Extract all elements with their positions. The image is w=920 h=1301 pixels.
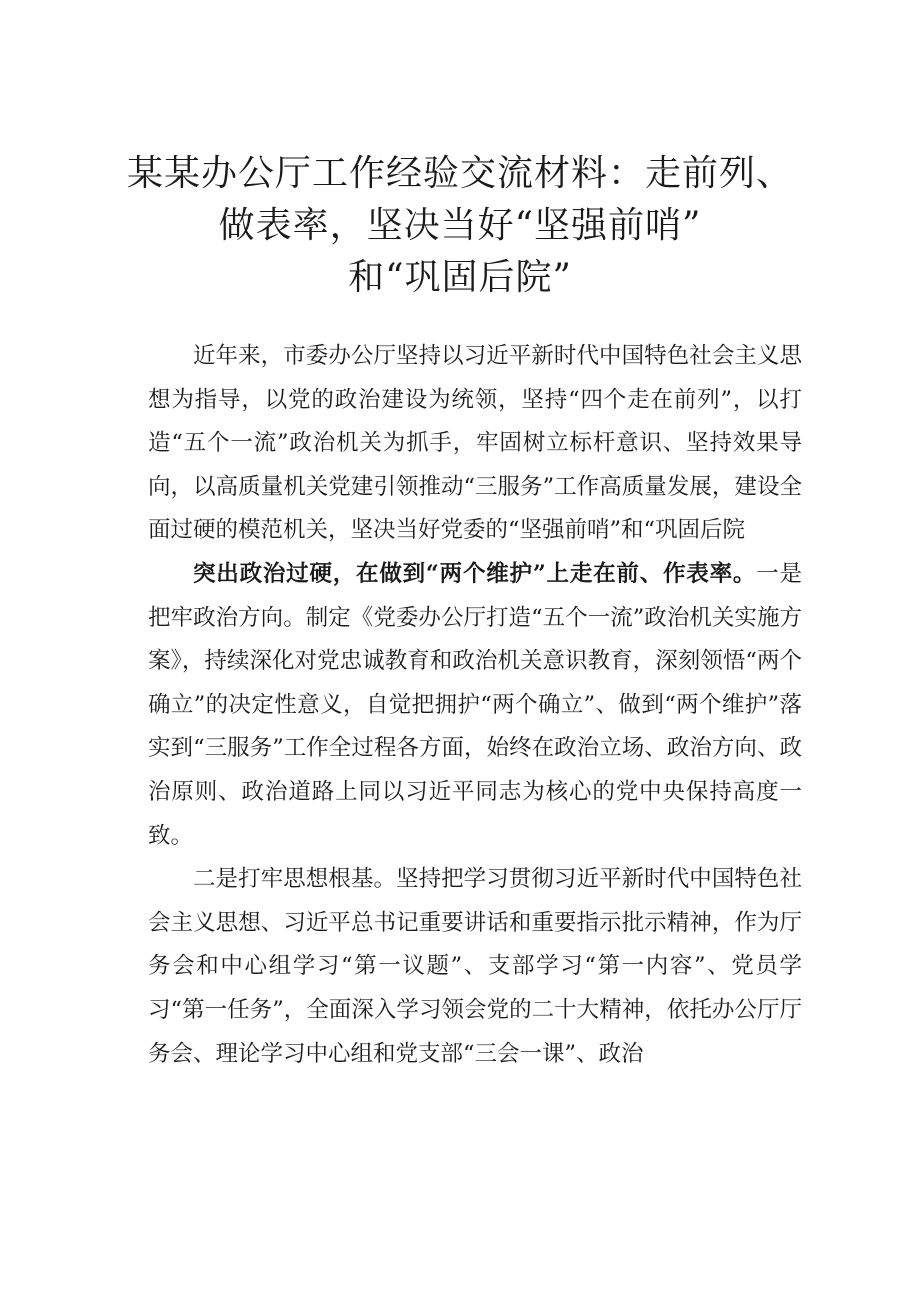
title-line-3: 和“巩固后院” xyxy=(348,257,572,298)
paragraph-political-heading: 突出政治过硬，在做到“两个维护”上走在前、作表率。 xyxy=(193,560,757,587)
document-body xyxy=(148,335,802,1076)
paragraph-intro xyxy=(148,335,802,553)
paragraph-ideology-text: 二是打牢思想根基。坚持把学习贯彻习近平新时代中国特色社会主义思想、习近平总书记重要讲话和重要指示批示精神，作为厅务会和中心组学习“第一议题”、支部学习“第一内容”、党员学习“第一任务”，全面深入学习领会党的二十大精神，依托办公厅厅务会、理论学习中心组和党支部“三会一课”、政治 xyxy=(148,866,802,1067)
paragraph-political-text: 一是把牢政治方向。制定《党委办公厅打造“五个一流”政治机关实施方案》，持续深化对党忠诚教育和政治机关意识教育，深刻领悟“两个确立”的决定性意义，自觉把拥护“两个确立”、做到“两个维护”落实到“三服务”工作全过程各方面，始终在政治立场、政治方向、政治原则、政治道路上同以习近平同志为核心的党中央保持高度一致。 xyxy=(148,560,802,849)
title-line-2: 做表率，坚决当好“坚强前哨” xyxy=(218,205,702,246)
paragraph-intro-text: 近年来，市委办公厅坚持以习近平新时代中国特色社会主义思想为指导，以党的政治建设为统领，坚持“四个走在前列”，以打造“五个一流”政治机关为抓手，牢固树立标杆意识、坚持效果导向，以高质量机关党建引领推动“三服务”工作高质量发展，建设全面过硬的模范机关，坚决当好党委的“坚强前哨”和“巩固后院 xyxy=(148,343,802,544)
paragraph-political xyxy=(148,553,802,858)
paragraph-ideology xyxy=(148,858,802,1076)
document-title xyxy=(120,148,800,304)
title-line-1: 某某办公厅工作经验交流材料：走前列、 xyxy=(126,153,793,194)
